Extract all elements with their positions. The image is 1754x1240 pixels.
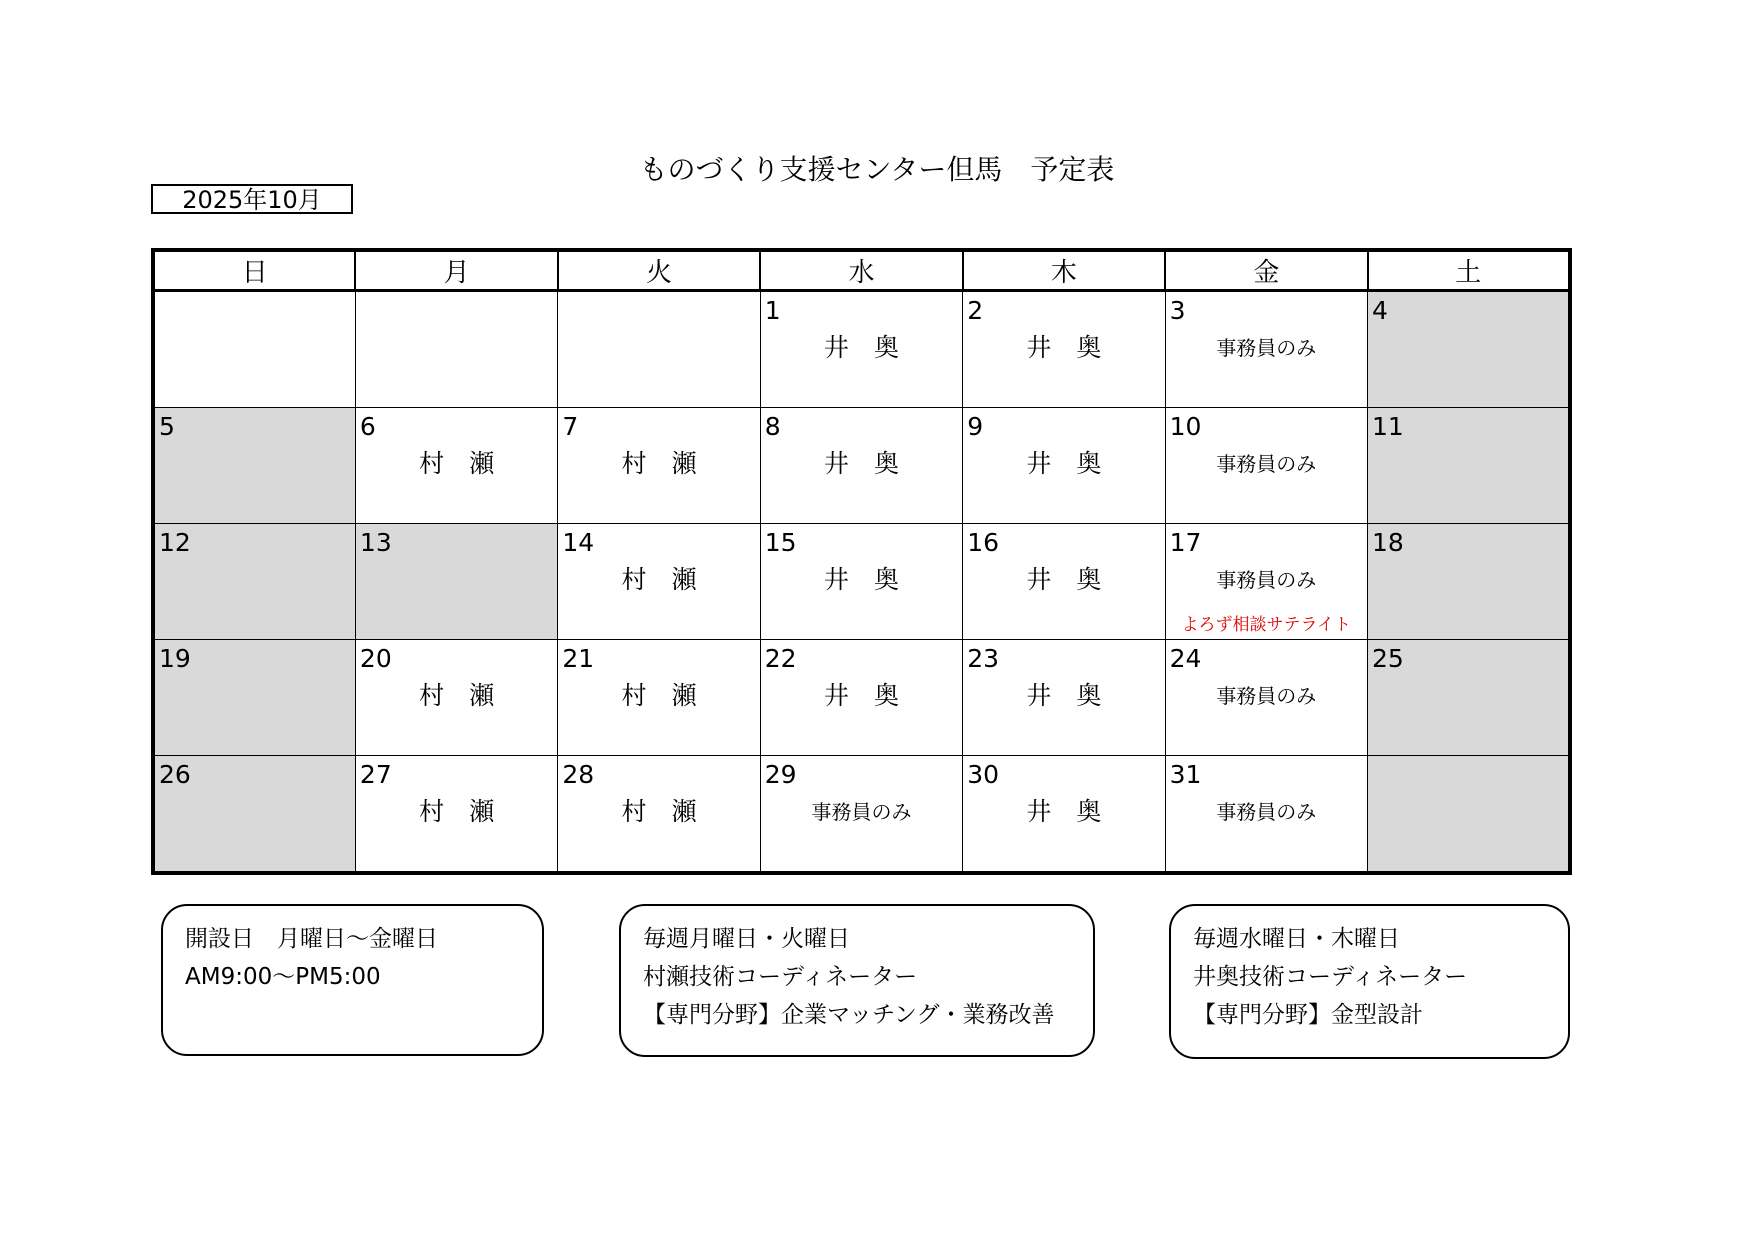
day-number: 26 bbox=[159, 760, 191, 789]
day-number: 15 bbox=[764, 528, 797, 557]
staff-name: 村 瀬 bbox=[621, 449, 697, 478]
day-number: 8 bbox=[764, 412, 781, 441]
clerk-only-label: 事務員のみ bbox=[1216, 336, 1317, 360]
calendar-day-cell bbox=[1368, 756, 1570, 874]
day-number: 12 bbox=[159, 528, 191, 557]
murase-days-text: 毎週月曜日・火曜日 bbox=[643, 926, 850, 952]
staff-name: 井 奥 bbox=[823, 449, 899, 478]
calendar-day-cell bbox=[153, 756, 355, 874]
weekday-monday: 月 bbox=[355, 250, 557, 291]
calendar-day-cell bbox=[963, 524, 1165, 640]
staff-name: 井 奥 bbox=[1026, 333, 1102, 362]
clerk-only-label: 事務員のみ bbox=[1216, 684, 1317, 708]
staff-name: 村 瀬 bbox=[419, 681, 495, 710]
calendar-day-cell bbox=[355, 524, 557, 640]
staff-name: 井 奥 bbox=[1026, 565, 1102, 594]
calendar-day-cell bbox=[1368, 524, 1570, 640]
event-note: よろず相談サテライト bbox=[1181, 615, 1352, 635]
calendar-day-cell bbox=[963, 408, 1165, 524]
day-number: 7 bbox=[562, 412, 579, 441]
ioku-days-text: 毎週水曜日・木曜日 bbox=[1193, 926, 1400, 952]
page-title: ものづくり支援センター但馬 予定表 bbox=[639, 153, 1115, 186]
calendar-day-cell bbox=[558, 408, 760, 524]
month-label: 2025年10月 bbox=[151, 184, 353, 214]
calendar-day-cell bbox=[963, 756, 1165, 874]
day-number: 19 bbox=[159, 644, 191, 673]
day-number: 20 bbox=[359, 644, 392, 673]
calendar-day-cell bbox=[760, 408, 962, 524]
ioku-field-text: 【専門分野】金型設計 bbox=[1193, 1002, 1423, 1028]
day-number: 24 bbox=[1169, 644, 1202, 673]
staff-name: 井 奥 bbox=[823, 333, 899, 362]
weekday-friday: 金 bbox=[1165, 250, 1367, 291]
calendar-day-cell bbox=[355, 408, 557, 524]
day-number: 29 bbox=[764, 760, 797, 789]
calendar-day-cell bbox=[963, 291, 1165, 408]
calendar-day-cell bbox=[355, 756, 557, 874]
calendar-day-cell bbox=[153, 291, 355, 408]
day-number: 28 bbox=[562, 760, 595, 789]
weekday-thursday: 木 bbox=[963, 250, 1165, 291]
week-row bbox=[153, 524, 1570, 640]
clerk-only-label: 事務員のみ bbox=[1216, 568, 1317, 592]
staff-name: 村 瀬 bbox=[621, 797, 697, 826]
day-number: 4 bbox=[1372, 296, 1388, 325]
weekday-tuesday: 火 bbox=[558, 250, 760, 291]
week-row bbox=[153, 291, 1570, 408]
staff-name: 井 奥 bbox=[823, 681, 899, 710]
opening-days-text: 開設日 月曜日〜金曜日 bbox=[185, 926, 438, 952]
day-number: 11 bbox=[1372, 412, 1404, 441]
murase-field-text: 【専門分野】企業マッチング・業務改善 bbox=[643, 1002, 1055, 1028]
clerk-only-label: 事務員のみ bbox=[1216, 800, 1317, 824]
murase-info-box bbox=[619, 904, 1095, 1057]
calendar-day-cell bbox=[760, 291, 962, 408]
opening-hours-box bbox=[161, 904, 544, 1056]
week-row bbox=[153, 756, 1570, 874]
staff-name: 井 奥 bbox=[1026, 681, 1102, 710]
day-number: 2 bbox=[967, 296, 984, 325]
calendar-day-cell bbox=[355, 291, 557, 408]
day-number: 6 bbox=[359, 412, 376, 441]
day-number: 16 bbox=[967, 528, 999, 557]
calendar-day-cell bbox=[1165, 408, 1367, 524]
day-number: 27 bbox=[359, 760, 392, 789]
clerk-only-label: 事務員のみ bbox=[811, 800, 912, 824]
day-number: 13 bbox=[359, 528, 392, 557]
calendar-day-cell bbox=[1368, 640, 1570, 756]
staff-name: 村 瀬 bbox=[419, 449, 495, 478]
calendar-day-cell bbox=[1165, 640, 1367, 756]
day-number: 5 bbox=[159, 412, 175, 441]
calendar-day-cell bbox=[558, 756, 760, 874]
staff-name: 村 瀬 bbox=[621, 565, 697, 594]
calendar-day-cell bbox=[760, 524, 962, 640]
calendar-day-cell bbox=[760, 640, 962, 756]
staff-name: 井 奥 bbox=[1026, 449, 1102, 478]
calendar-day-cell bbox=[1368, 408, 1570, 524]
day-number: 21 bbox=[562, 644, 595, 673]
day-number: 23 bbox=[967, 644, 999, 673]
weekday-wednesday: 水 bbox=[760, 250, 962, 291]
week-row bbox=[153, 408, 1570, 524]
calendar-day-cell bbox=[1165, 291, 1367, 408]
day-number: 31 bbox=[1169, 760, 1202, 789]
week-row bbox=[153, 640, 1570, 756]
weekday-sunday: 日 bbox=[153, 250, 355, 291]
calendar-day-cell bbox=[1165, 524, 1367, 640]
staff-name: 井 奥 bbox=[1026, 797, 1102, 826]
ioku-name-text: 井奥技術コーディネーター bbox=[1193, 964, 1468, 990]
calendar-day-cell bbox=[760, 756, 962, 874]
day-number: 17 bbox=[1169, 528, 1202, 557]
calendar-day-cell bbox=[558, 524, 760, 640]
weekday-header-row bbox=[153, 250, 1570, 291]
calendar-day-cell bbox=[153, 524, 355, 640]
day-number: 30 bbox=[967, 760, 999, 789]
day-number: 22 bbox=[764, 644, 797, 673]
clerk-only-label: 事務員のみ bbox=[1216, 452, 1317, 476]
calendar-day-cell bbox=[1165, 756, 1367, 874]
calendar-day-cell bbox=[963, 640, 1165, 756]
calendar-day-cell bbox=[153, 640, 355, 756]
calendar-day-cell bbox=[153, 408, 355, 524]
calendar-day-cell bbox=[355, 640, 557, 756]
day-number: 1 bbox=[764, 296, 781, 325]
day-number: 14 bbox=[562, 528, 595, 557]
opening-hours-text: AM9:00〜PM5:00 bbox=[185, 964, 381, 990]
staff-name: 井 奥 bbox=[823, 565, 899, 594]
calendar-day-cell bbox=[558, 291, 760, 408]
weekday-saturday: 土 bbox=[1368, 250, 1570, 291]
staff-name: 村 瀬 bbox=[621, 681, 697, 710]
ioku-info-box bbox=[1169, 904, 1570, 1059]
day-number: 9 bbox=[967, 412, 984, 441]
day-number: 18 bbox=[1372, 528, 1404, 557]
calendar-day-cell bbox=[1368, 291, 1570, 408]
day-number: 25 bbox=[1372, 644, 1404, 673]
murase-name-text: 村瀬技術コーディネーター bbox=[643, 964, 918, 990]
day-number: 10 bbox=[1169, 412, 1202, 441]
calendar-day-cell bbox=[558, 640, 760, 756]
calendar-table bbox=[151, 248, 1572, 875]
day-number: 3 bbox=[1169, 296, 1186, 325]
staff-name: 村 瀬 bbox=[419, 797, 495, 826]
